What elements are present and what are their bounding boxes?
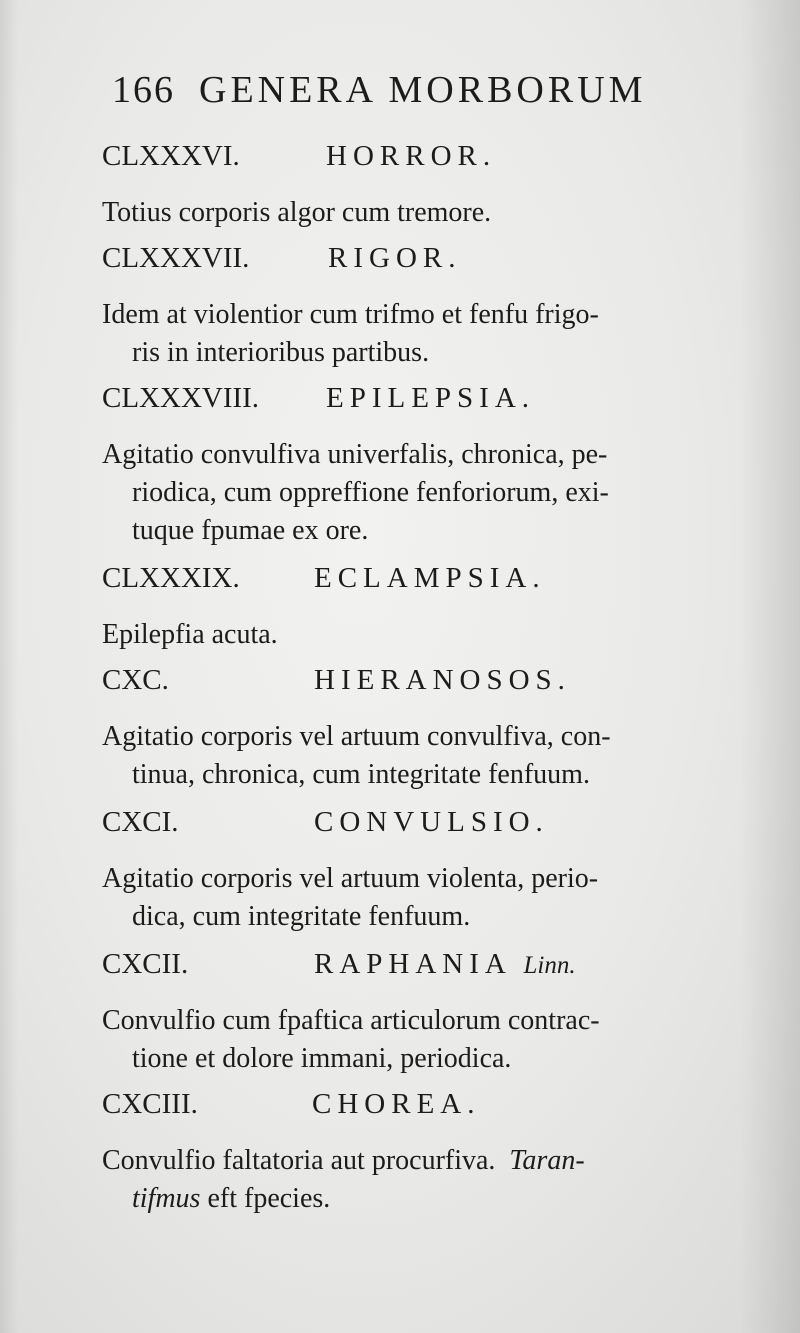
entry-numeral: CLXXXVIII. [102, 382, 260, 414]
entry-numeral: CXC. [102, 664, 169, 696]
definition-line: Idem at violentior cum trifmo et fenfu frigo- [102, 299, 599, 330]
definition-line: tinua, chronica, cum integritate fenfuum. [132, 759, 590, 790]
definition-line: Agitatio convulfiva univerfalis, chronica, pe- [102, 439, 608, 470]
entry-numeral: CLXXXVI. [102, 140, 240, 172]
entry-hieranosos [102, 664, 752, 794]
entry-name: ECLAMPSIA. [314, 562, 546, 594]
definition-line: Convulfio cum fpaftica articulorum contrac- [102, 1005, 600, 1036]
entry-heading [102, 664, 752, 704]
entry-name: CHOREA. [312, 1088, 481, 1120]
running-title: GENERA MORBORUM [199, 69, 647, 111]
page-number: 166 [112, 69, 175, 111]
entry-heading [102, 382, 752, 422]
entry-heading [102, 806, 752, 846]
entry-name: CONVULSIO. [314, 806, 549, 838]
definition-line: ris in interioribus partibus. [132, 337, 430, 368]
entry-heading [102, 242, 752, 282]
entry-horror [102, 140, 752, 232]
entry-numeral: CLXXXVII. [102, 242, 250, 274]
entry-raphania [102, 948, 752, 1078]
page-edge-shadow [0, 0, 18, 1333]
entry-eclampsia [102, 562, 752, 654]
entry-numeral: CXCII. [102, 948, 189, 980]
entry-epilepsia [102, 382, 752, 550]
entry-name: HORROR. [326, 140, 497, 172]
entry-definition [102, 1142, 752, 1218]
running-header [112, 68, 646, 112]
entry-numeral: CXCI. [102, 806, 179, 838]
definition-line [102, 1180, 752, 1218]
entry-definition [102, 194, 752, 232]
entry-heading [102, 562, 752, 602]
definition-line: riodica, cum oppreffione fenforiorum, exi- [132, 477, 609, 508]
definition-line: Totius corporis algor cum tremore. [102, 197, 492, 228]
entry-definition [102, 860, 752, 936]
entry-name: HIERANOSOS. [314, 664, 571, 696]
definition-line: Agitatio corporis vel artuum violenta, perio- [102, 863, 599, 894]
definition-line [102, 1142, 752, 1180]
entry-numeral: CXCIII. [102, 1088, 198, 1120]
entry-definition [102, 616, 752, 654]
entry-heading [102, 140, 752, 180]
definition-text: eft fpecies. [207, 1183, 331, 1214]
entry-definition [102, 1002, 752, 1078]
entry-heading [102, 1088, 752, 1128]
entry-chorea [102, 1088, 752, 1218]
entry-name: EPILEPSIA. [326, 382, 536, 414]
entry-definition [102, 436, 752, 550]
entry-definition [102, 296, 752, 372]
entry-name [314, 948, 576, 981]
entry-name-text: RAPHANIA [314, 948, 511, 980]
entry-numeral: CLXXXIX. [102, 562, 240, 594]
entry-name: RIGOR. [328, 242, 462, 274]
entry-convulsio [102, 806, 752, 936]
definition-text: Convulfio faltatoria aut procurfiva. [102, 1145, 496, 1176]
entry-heading [102, 948, 752, 988]
definition-line: Epilepfia acuta. [102, 619, 278, 650]
definition-line: dica, cum integritate fenfuum. [132, 901, 471, 932]
entry-rigor [102, 242, 752, 372]
definition-italic-word: tifmus [132, 1183, 201, 1214]
definition-line: tione et dolore immani, periodica. [132, 1043, 512, 1074]
definition-line: Agitatio corporis vel artuum convulfiva, con- [102, 721, 611, 752]
entry-definition [102, 718, 752, 794]
definition-italic-word: Taran- [509, 1145, 585, 1176]
entry-author: Linn. [523, 952, 576, 979]
definition-line: tuque fpumae ex ore. [132, 515, 369, 546]
